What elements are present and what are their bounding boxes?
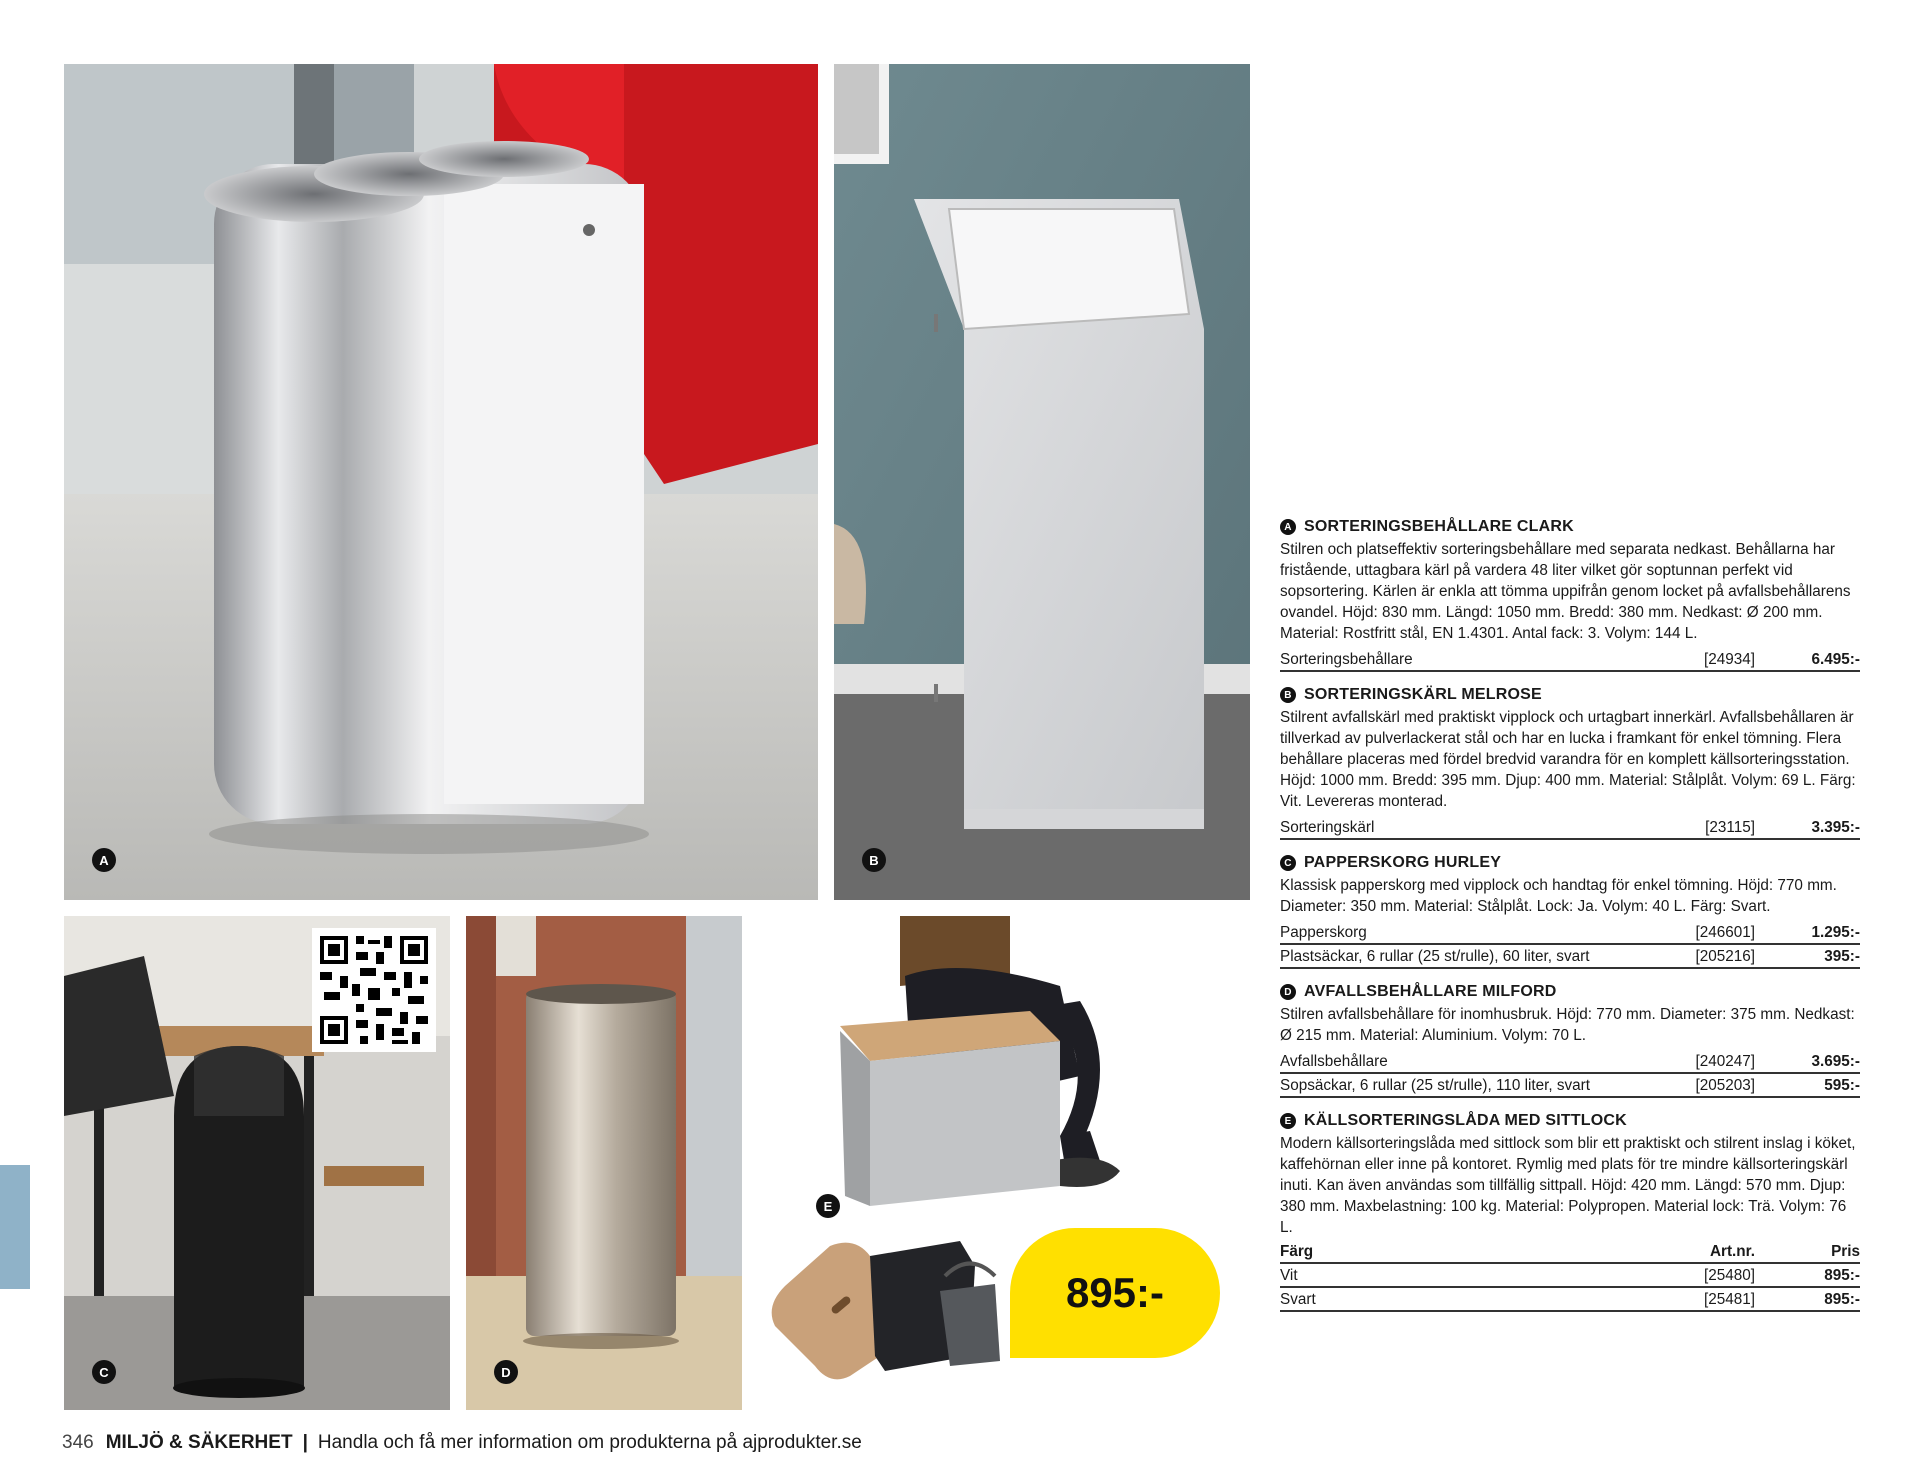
- footer-link-text[interactable]: Handla och få mer information om produkterna på ajprodukter.se: [317, 1432, 862, 1453]
- table-header: [1280, 1242, 1860, 1264]
- product-b: [1280, 686, 1860, 840]
- product-b-title-text: SORTERINGSKÄRL MELROSE: [1304, 686, 1542, 703]
- letter-d-icon: D: [1280, 984, 1296, 1000]
- letter-a-icon: A: [1280, 519, 1296, 535]
- row-name: Sorteringsbehållare: [1280, 651, 1413, 668]
- table-row: [1280, 816, 1860, 840]
- letter-b-icon: B: [1280, 687, 1296, 703]
- page-footer: [62, 1432, 862, 1454]
- product-b-title: [1280, 686, 1860, 704]
- row-name: Papperskorg: [1280, 924, 1367, 941]
- product-a: [1280, 518, 1860, 672]
- section-title: MILJÖ & SÄKERHET: [105, 1432, 293, 1453]
- row-art: [25481]: [1703, 1291, 1755, 1308]
- letter-e-icon: E: [1280, 1113, 1296, 1129]
- table-row: [1280, 1050, 1860, 1074]
- table-row: [1280, 921, 1860, 945]
- row-name: Sopsäckar, 6 rullar (25 st/rulle), 110 liter, svart: [1280, 1077, 1591, 1094]
- row-price: 1.295:-: [1811, 924, 1860, 941]
- qr-code[interactable]: [312, 928, 436, 1052]
- product-e: [1280, 1112, 1860, 1312]
- table-row: [1280, 1264, 1860, 1288]
- header-art: Art.nr.: [1709, 1243, 1755, 1260]
- row-art: [240247]: [1695, 1053, 1755, 1070]
- product-d: [1280, 983, 1860, 1098]
- row-art: [205216]: [1695, 948, 1755, 965]
- product-a-title-text: SORTERINGSBEHÅLLARE CLARK: [1304, 518, 1574, 535]
- row-name: Svart: [1280, 1291, 1316, 1308]
- badge-b: B: [862, 848, 886, 872]
- product-c-title: [1280, 854, 1860, 872]
- header-color: Färg: [1280, 1243, 1314, 1260]
- row-price: 395:-: [1824, 948, 1860, 965]
- letter-c-icon: C: [1280, 855, 1296, 871]
- row-name: Sorteringskärl: [1280, 819, 1375, 836]
- photo-hurley-wastebasket: [64, 916, 450, 1410]
- section-side-tab: [0, 1165, 30, 1289]
- row-art: [205203]: [1695, 1077, 1755, 1094]
- product-c: [1280, 854, 1860, 969]
- table-row: [1280, 945, 1860, 969]
- photo-clark-sorting-bin: [64, 64, 818, 900]
- table-row: [1280, 648, 1860, 672]
- row-art: [25480]: [1703, 1267, 1755, 1284]
- table-row: [1280, 1074, 1860, 1098]
- product-e-description: Modern källsorteringslåda med sittlock som blir ett praktiskt och stilrent inslag i köket, kaffehörnan eller inne på kontoret. Rymlig med plats för tre mindre källsorteringskärl inuti. Kan även användas som tillfällig sittpall. Höjd: 420 mm. Längd: 570 mm. Djup: 380 mm. Maxbelastning: 100 kg. Material: Polypropen. Material lock: Trä. Volym: 76 L.: [1280, 1135, 1856, 1236]
- photo-melrose-sorting-bin: [834, 64, 1250, 900]
- product-a-description: Stilren och platseffektiv sorteringsbehållare med separata nedkast. Behållarna har fristående, uttagbara kärl på vardera 48 liter vilket gör soptunnan perfekt vid sopsortering. Kärlen är enkla att tömma uppifrån genom locket på avfallsbehållarens ovandel. Höjd: 830 mm. Längd: 1050 mm. Bredd: 380 mm. Nedkast: Ø 200 mm. Material: Rostfritt stål, EN 1.4301. Antal fack: 3. Volym: 144 L.: [1280, 541, 1851, 642]
- row-price: 895:-: [1824, 1291, 1860, 1308]
- table-row: [1280, 1288, 1860, 1312]
- row-price: 3.695:-: [1811, 1053, 1860, 1070]
- product-e-title-text: KÄLLSORTERINGSLÅDA MED SITTLOCK: [1304, 1112, 1627, 1129]
- product-a-title: [1280, 518, 1860, 536]
- row-art: [246601]: [1695, 924, 1755, 941]
- photo-milford-bin: [466, 916, 742, 1410]
- product-e-title: [1280, 1112, 1860, 1130]
- row-name: Vit: [1280, 1267, 1298, 1284]
- row-art: [23115]: [1705, 819, 1755, 836]
- badge-c: C: [92, 1360, 116, 1384]
- product-c-title-text: PAPPERSKORG HURLEY: [1304, 854, 1502, 871]
- row-price: 895:-: [1824, 1267, 1860, 1284]
- product-d-title: [1280, 983, 1860, 1001]
- header-price: Pris: [1831, 1243, 1860, 1260]
- footer-separator: |: [302, 1432, 308, 1453]
- price-bubble: 895:-: [1010, 1228, 1220, 1358]
- row-name: Avfallsbehållare: [1280, 1053, 1388, 1070]
- badge-d: D: [494, 1360, 518, 1384]
- row-price: 595:-: [1824, 1077, 1860, 1094]
- row-art: [24934]: [1703, 651, 1755, 668]
- badge-e: E: [816, 1194, 840, 1218]
- product-b-description: Stilrent avfallskärl med praktiskt vipplock och urtagbart innerkärl. Avfallsbehållaren är tillverkad av pulverlackerat stål och har en lucka i framkant för enkel tömning. Flera behållare placeras med fördel bredvid varandra för en komplett källsorteringsstation. Höjd: 1000 mm. Bredd: 395 mm. Djup: 400 mm. Material: Stålplåt. Volym: 69 L. Färg: Vit. Levereras monterad.: [1280, 709, 1856, 810]
- product-d-title-text: AVFALLSBEHÅLLARE MILFORD: [1304, 983, 1557, 1000]
- product-column: [1280, 518, 1860, 1326]
- product-d-description: Stilren avfallsbehållare för inomhusbruk. Höjd: 770 mm. Diameter: 375 mm. Nedkast: Ø 215 mm. Material: Aluminium. Volym: 70 L.: [1280, 1006, 1855, 1044]
- row-price: 6.495:-: [1811, 651, 1860, 668]
- product-c-description: Klassisk papperskorg med vipplock och handtag för enkel tömning. Höjd: 770 mm. Diameter: 350 mm. Material: Stålplåt. Lock: Ja. Volym: 40 L. Färg: Svart.: [1280, 877, 1837, 915]
- row-name: Plastsäckar, 6 rullar (25 st/rulle), 60 liter, svart: [1280, 948, 1590, 965]
- page-number: 346: [62, 1432, 94, 1453]
- badge-a: A: [92, 848, 116, 872]
- row-price: 3.395:-: [1811, 819, 1860, 836]
